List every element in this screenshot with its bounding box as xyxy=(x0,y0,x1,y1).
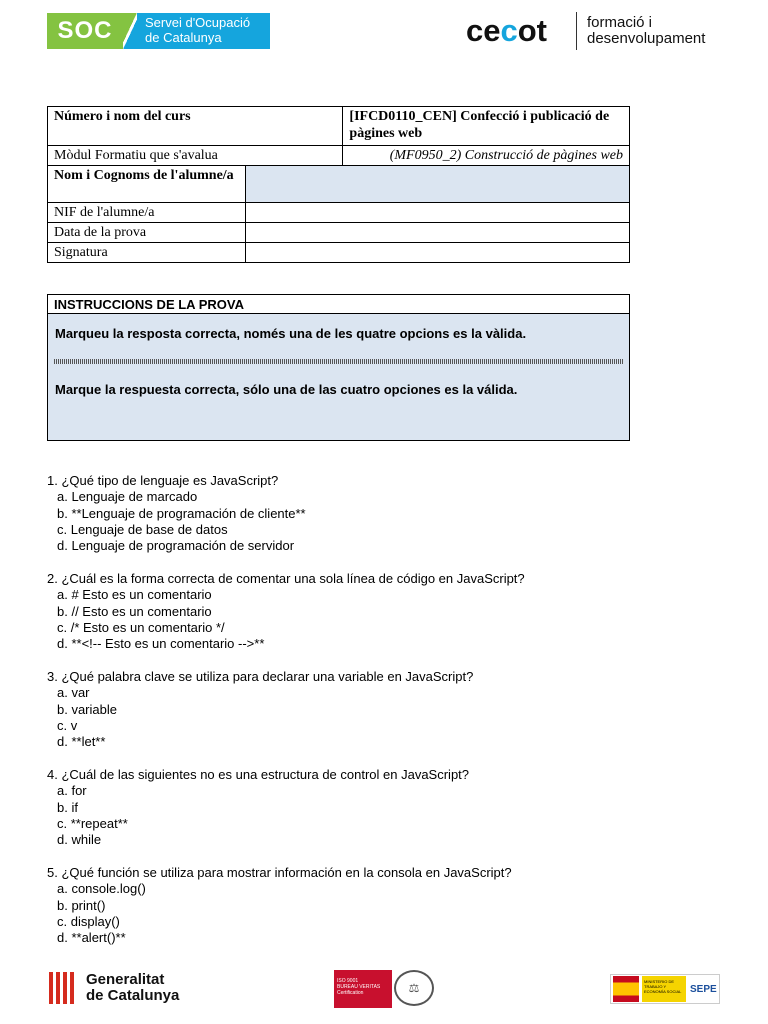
question-list xyxy=(47,473,647,963)
ministry-label: MINISTERIO DE TRABAJO Y ECONOMÍA SOCIAL xyxy=(642,976,686,1002)
signature-field[interactable] xyxy=(245,243,629,263)
student-name-label: Nom i Cognoms de l'alumne/a xyxy=(48,166,246,203)
generalitat-line1: Generalitat xyxy=(86,971,165,988)
option-a[interactable]: a. Lenguaje de marcado xyxy=(57,489,198,505)
option-a[interactable]: a. console.log() xyxy=(57,881,146,897)
bv-cert: Certification xyxy=(337,990,364,996)
question-text: 2. ¿Cuál es la forma correcta de comentar una sola línea de código en JavaScript? xyxy=(47,570,525,586)
question-4 xyxy=(47,767,647,848)
option-c[interactable]: c. /* Esto es un comentario */ xyxy=(57,619,225,635)
course-label: Número i nom del curs xyxy=(48,107,343,146)
option-b[interactable]: b. print() xyxy=(57,897,106,913)
question-2 xyxy=(47,571,647,652)
cecot-word-dot: c xyxy=(500,13,518,48)
cecot-wordmark xyxy=(466,13,570,49)
option-b[interactable]: b. // Esto es un comentario xyxy=(57,603,212,619)
option-d[interactable]: d. **<!-- Esto es un comentario -->** xyxy=(57,636,265,652)
cecot-word-pre: ce xyxy=(466,13,501,48)
spain-coat-of-arms-icon xyxy=(613,976,639,1002)
module-label: Mòdul Formatiu que s'avalua xyxy=(48,146,343,166)
bv-name: BUREAU VERITAS xyxy=(337,984,381,990)
option-d[interactable]: d. **alert()** xyxy=(57,930,126,946)
question-text: 3. ¿Qué palabra clave se utiliza para declarar una variable en JavaScript? xyxy=(47,668,474,684)
soc-name xyxy=(137,13,270,49)
nif-row xyxy=(48,203,630,223)
bureau-veritas-logo xyxy=(334,970,437,1008)
soc-logo xyxy=(47,13,270,49)
student-name-field[interactable] xyxy=(245,166,629,203)
option-b[interactable]: b. **Lenguaje de programación de cliente** xyxy=(57,505,306,521)
question-text: 5. ¿Qué función se utiliza para mostrar información en la consola en JavaScript? xyxy=(47,864,512,880)
generalitat-line2: de Catalunya xyxy=(86,987,180,1004)
nif-label: NIF de l'alumne/a xyxy=(48,203,246,223)
signature-row xyxy=(48,243,630,263)
cecot-word-post: ot xyxy=(517,13,547,48)
module-row xyxy=(48,146,630,166)
option-c[interactable]: c. v xyxy=(57,717,78,733)
date-field[interactable] xyxy=(245,223,629,243)
senyera-icon xyxy=(49,972,77,1004)
cecot-divider xyxy=(576,12,577,50)
soc-slash-mark xyxy=(123,13,137,49)
signature-label: Signatura xyxy=(48,243,246,263)
generalitat-logo xyxy=(49,971,199,1005)
option-b[interactable]: b. if xyxy=(57,799,78,815)
sepe-wordmark: SEPE xyxy=(690,983,717,995)
question-text: 4. ¿Cuál de las siguientes no es una estructura de control en JavaScript? xyxy=(47,766,470,782)
option-a[interactable]: a. # Esto es un comentario xyxy=(57,587,212,603)
cecot-tagline xyxy=(587,15,705,47)
instructions-catalan: Marqueu la resposta correcta, només una de les quatre opcions es la vàlida. xyxy=(55,326,527,341)
cecot-tagline-line2: desenvolupament xyxy=(587,30,706,47)
option-c[interactable]: c. display() xyxy=(57,913,120,929)
generalitat-name xyxy=(86,972,179,1004)
option-d[interactable]: d. while xyxy=(57,832,102,848)
option-d[interactable]: d. **let** xyxy=(57,734,106,750)
nif-field[interactable] xyxy=(245,203,629,223)
course-info-table xyxy=(47,106,630,263)
date-row xyxy=(48,223,630,243)
option-d[interactable]: d. Lenguaje de programación de servidor xyxy=(57,538,295,554)
option-a[interactable]: a. for xyxy=(57,783,87,799)
question-5 xyxy=(47,865,647,946)
course-row xyxy=(48,107,630,146)
student-name-row xyxy=(48,166,630,203)
instructions-box xyxy=(47,294,630,441)
soc-name-line2: de Catalunya xyxy=(145,30,222,45)
option-b[interactable]: b. variable xyxy=(57,701,117,717)
instructions-heading: INSTRUCCIONS DE LA PROVA xyxy=(48,295,629,314)
option-c[interactable]: c. Lenguaje de base de datos xyxy=(57,521,228,537)
question-1 xyxy=(47,473,647,554)
instructions-spanish: Marque la respuesta correcta, sólo una de las cuatro opciones es la válida. xyxy=(55,382,518,397)
soc-abbrev: SOC xyxy=(47,13,123,49)
option-c[interactable]: c. **repeat** xyxy=(57,815,128,831)
sepe-logo xyxy=(610,974,720,1004)
option-a[interactable]: a. var xyxy=(57,685,90,701)
date-label: Data de la prova xyxy=(48,223,246,243)
question-3 xyxy=(47,669,647,750)
bv-iso: ISO 9001 xyxy=(337,978,359,984)
course-value: [IFCD0110_CEN] Confecció i publicació de pàgines web xyxy=(343,107,630,146)
cecot-logo xyxy=(466,10,726,52)
question-text: 1. ¿Qué tipo de lenguaje es JavaScript? xyxy=(47,473,279,488)
cecot-tagline-line1: formació i xyxy=(587,14,653,31)
bureau-veritas-label xyxy=(334,970,392,1008)
module-value: (MF0950_2) Construcció de pàgines web xyxy=(343,146,630,166)
soc-name-line1: Servei d'Ocupació xyxy=(145,15,251,30)
bureau-veritas-seal-icon: ⚖ xyxy=(394,970,434,1006)
